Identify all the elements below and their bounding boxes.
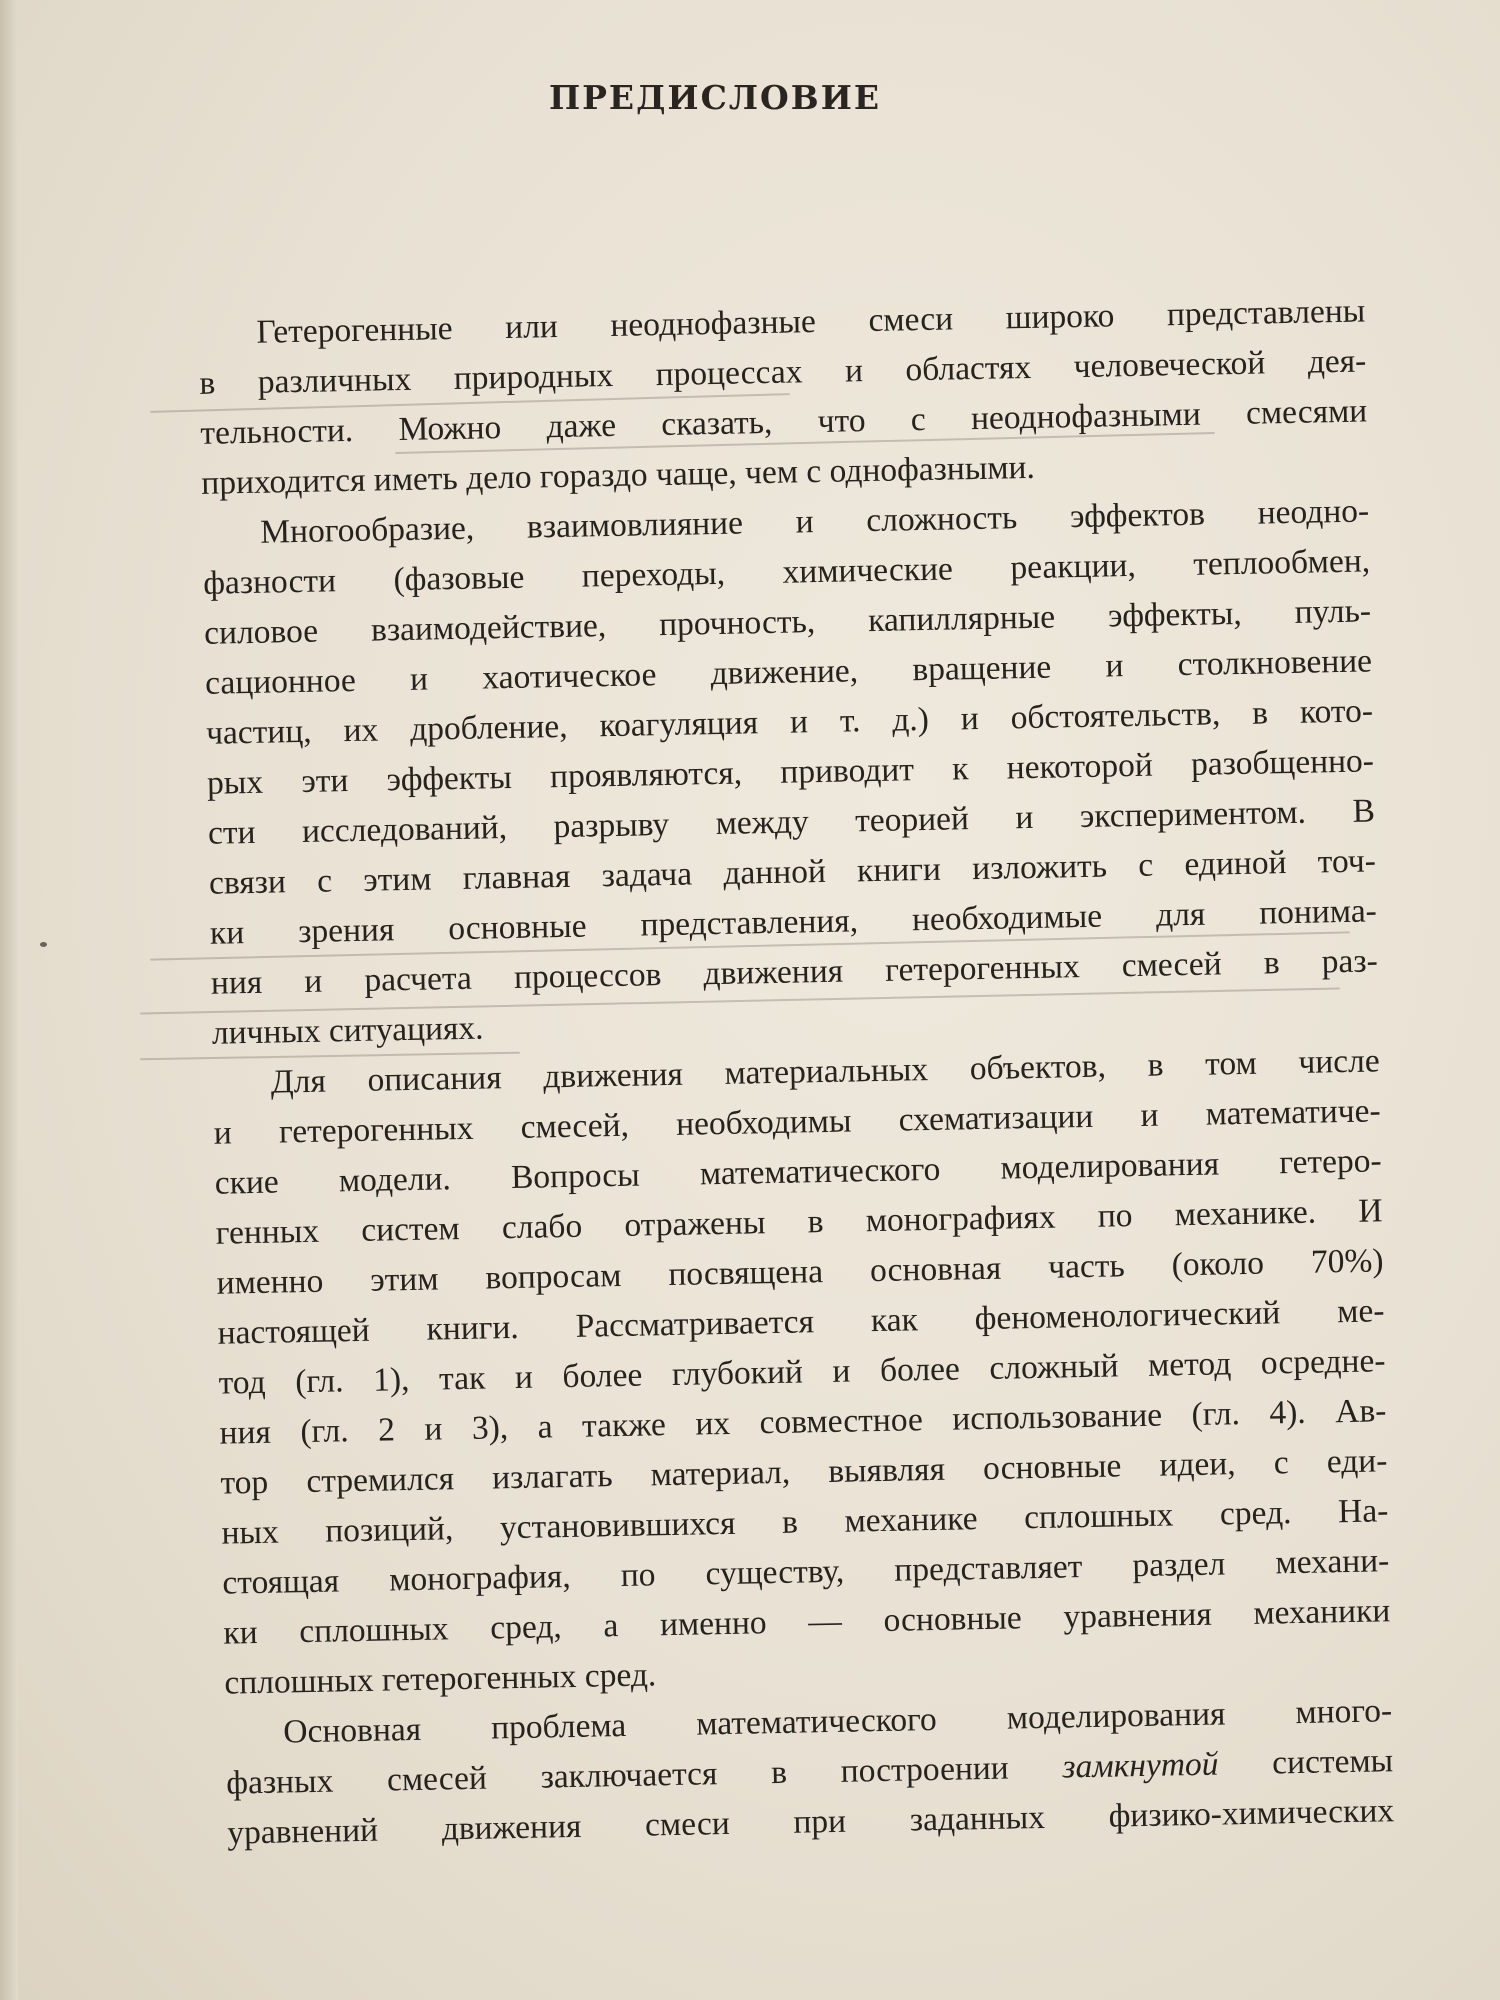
text-line: в различных природных процессах и областях человеческой дея- <box>199 342 1367 402</box>
text-line: ных позиций, установившихся в механике сплошных сред. На- <box>221 1492 1389 1552</box>
body-text <box>140 286 1395 1859</box>
text-line: Основная проблема математического моделирования много- <box>282 1692 1393 1751</box>
text-line: и гетерогенных смесей, необходимы схематизации и математиче- <box>213 1092 1381 1152</box>
text-line: именно этим вопросам посвящена основная часть (около 70%) <box>216 1242 1384 1302</box>
text-line: тод (гл. 1), так и более глубокий и более сложный метод осредне- <box>218 1342 1386 1402</box>
paragraph-3 <box>154 1036 1391 1709</box>
text-line: ки сплошных сред, а именно — основные уравнения механики <box>223 1592 1391 1652</box>
text-fragment: системы <box>1218 1742 1394 1783</box>
text-line: силовое взаимодействие, прочность, капиллярные эффекты, пуль- <box>203 592 1372 652</box>
text-line: ния (гл. 2 и 3), а также их совместное использование (гл. 4). Ав- <box>219 1392 1387 1452</box>
page-title: ПРЕДИСЛОВИЕ <box>548 78 882 117</box>
text-line: частиц, их дробление, коагуляция и т. д.) и обстоятельств, в кото- <box>205 692 1374 752</box>
text-line: тельности. Можно даже сказать, что с неоднофазными смесями <box>200 392 1368 452</box>
text-line: ния и расчета процессов движения гетерогенных смесей в раз- <box>210 942 1379 1002</box>
paragraph-2 <box>144 486 1379 1059</box>
page-gutter <box>0 0 18 2000</box>
text-line: рых эти эффекты проявляются, приводит к некоторой разобщенно- <box>206 742 1375 802</box>
text-line: стоящая монография, по существу, представляет раздел механи- <box>222 1542 1390 1602</box>
text-line: связи с этим главная задача данной книги изложить с единой точ- <box>208 842 1377 902</box>
text-line: сплошных гетерогенных сред. <box>224 1656 657 1702</box>
text-line: генных систем слабо отражены в монографиях по механике. И <box>215 1192 1383 1252</box>
text-line: фазности (фазовые переходы, химические реакции, теплообмен, <box>202 542 1371 602</box>
text-line: Многообразие, взаимовлияние и сложность эффектов неодно- <box>259 492 1370 551</box>
text-line: уравнений движения смеси при заданных физико-химических <box>226 1792 1395 1852</box>
text-fragment: фазных смесей заключается в построении <box>225 1748 1063 1802</box>
text-line: Для описания движения материальных объектов, в том числе <box>270 1042 1380 1101</box>
text-line: приходится иметь дело гораздо чаще, чем с однофазными. <box>200 448 1036 502</box>
text-line: ки зрения основные представления, необходимые для понима- <box>209 892 1378 952</box>
text-line: Гетерогенные или неоднофазные смеси широко представлены <box>256 292 1366 351</box>
text-line: сти исследований, разрыву между теорией и экспериментом. В <box>207 792 1376 852</box>
paragraph-4 <box>167 1686 1395 1859</box>
text-line: настоящей книги. Рассматривается как феноменологический ме- <box>217 1292 1385 1352</box>
emphasized-word: замкнутой <box>1062 1745 1219 1786</box>
ink-speck <box>40 942 47 947</box>
text-line: сационное и хаотическое движение, вращение и столкновение <box>204 642 1373 702</box>
paragraph-1 <box>140 286 1369 509</box>
text-line: тор стремился излагать материал, выявляя основные идеи, с еди- <box>220 1442 1388 1502</box>
text-line: ские модели. Вопросы математического моделирования гетеро- <box>214 1142 1382 1202</box>
text-line: личных ситуациях. <box>211 1009 484 1052</box>
